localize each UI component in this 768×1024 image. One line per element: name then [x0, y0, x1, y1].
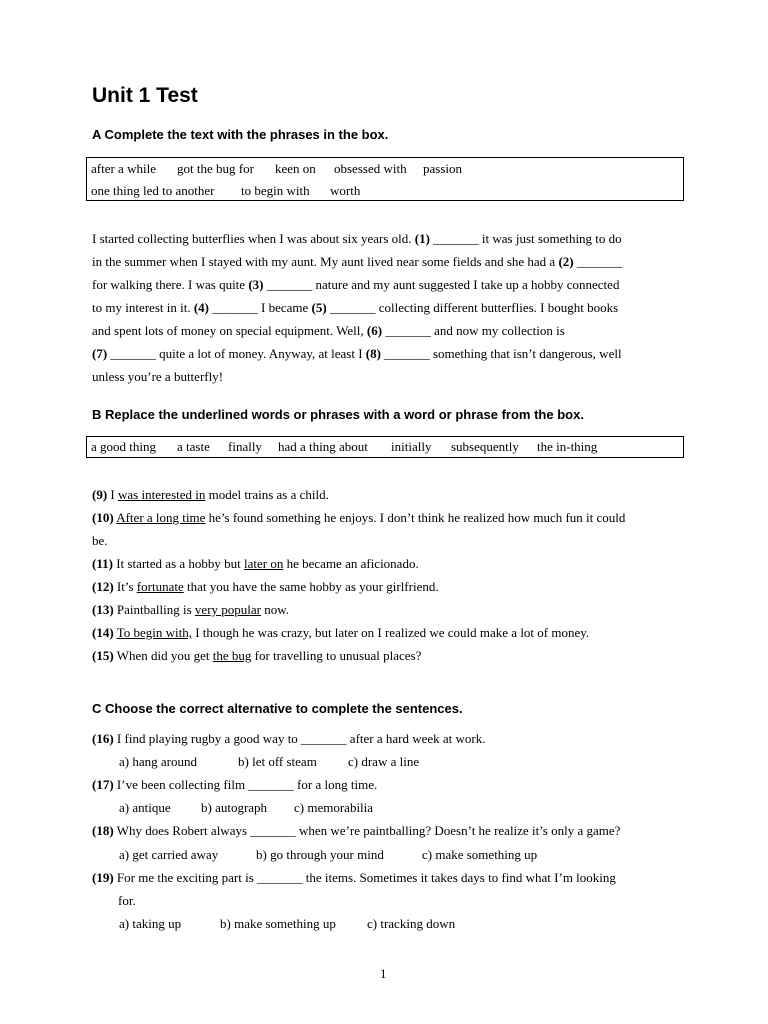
answer-option: c) make something up [422, 847, 538, 862]
question-line: (9) I was interested in model trains as a child. [92, 487, 329, 502]
passage-line: (7) _______ quite a lot of money. Anyway, at least I (8) _______ something that isn’t dangerous, well [92, 346, 622, 361]
passage-line: for walking there. I was quite (3) _______ nature and my aunt suggested I take up a hobby connected [92, 277, 620, 292]
answer-option: a) taking up [119, 916, 182, 931]
question-line: (16) I find playing rugby a good way to _______ after a hard week at work. [92, 731, 486, 746]
page-title: Unit 1 Test [92, 84, 198, 107]
answer-option: b) make something up [220, 916, 336, 931]
answer-option: b) go through your mind [256, 847, 384, 862]
phrase-box-item: got the bug for [177, 161, 254, 176]
phrase-box-item: after a while [91, 161, 156, 176]
question-line: (12) It’s fortunate that you have the same hobby as your girlfriend. [92, 579, 439, 594]
section-b-heading: B Replace the underlined words or phrases with a word or phrase from the box. [92, 407, 584, 422]
question-line: (15) When did you get the bug for travelling to unusual places? [92, 648, 422, 663]
answer-option: c) tracking down [367, 916, 456, 931]
answer-option: c) draw a line [348, 754, 420, 769]
phrase-box-item: keen on [275, 161, 316, 176]
question-line: (10) After a long time he’s found something he enjoys. I don’t think he realized how much fun it could [92, 510, 626, 525]
phrase-box-item: had a thing about [278, 439, 368, 454]
answer-option: c) memorabilia [294, 800, 374, 815]
passage-line: to my interest in it. (4) _______ I became (5) _______ collecting different butterflies. I bought books [92, 300, 619, 315]
question-line: (19) For me the exciting part is _______ the items. Sometimes it takes days to find what I’m looking [92, 870, 616, 885]
answer-option: a) antique [119, 800, 171, 815]
passage-line: in the summer when I stayed with my aunt. My aunt lived near some fields and she had a (2) _______ [92, 254, 623, 269]
question-line: (14) To begin with, I though he was crazy, but later on I realized we could make a lot of money. [92, 625, 590, 640]
answer-option: a) get carried away [119, 847, 219, 862]
phrase-box-item: finally [228, 439, 262, 454]
phrase-box-item: obsessed with [334, 161, 407, 176]
section-c-heading: C Choose the correct alternative to complete the sentences. [92, 701, 463, 716]
question-line: (11) It started as a hobby but later on he became an aficionado. [92, 556, 419, 571]
phrase-box-item: to begin with [241, 183, 310, 198]
question-line: (13) Paintballing is very popular now. [92, 602, 290, 617]
phrase-box-item: initially [391, 439, 432, 454]
section-b-phrase-box [86, 436, 684, 458]
question-line: be. [92, 533, 108, 548]
question-line: (18) Why does Robert always _______ when we’re paintballing? Doesn’t he realize it’s only a game? [92, 823, 621, 838]
section-a-phrase-box [86, 157, 684, 201]
section-a-heading: A Complete the text with the phrases in the box. [92, 127, 389, 142]
answer-option: a) hang around [119, 754, 197, 769]
phrase-box-item: a taste [177, 439, 210, 454]
phrase-box-item: a good thing [91, 439, 156, 454]
phrase-box-item: worth [330, 183, 361, 198]
question-line: (17) I’ve been collecting film _______ for a long time. [92, 777, 378, 792]
phrase-box-item: passion [423, 161, 462, 176]
question-line: for. [118, 893, 136, 908]
answer-option: b) let off steam [238, 754, 317, 769]
passage-line: and spent lots of money on special equipment. Well, (6) _______ and now my collection is [92, 323, 565, 338]
passage-line: I started collecting butterflies when I was about six years old. (1) _______ it was just something to do [92, 231, 622, 246]
phrase-box-item: one thing led to another [91, 183, 215, 198]
phrase-box-item: subsequently [451, 439, 519, 454]
phrase-box-item: the in-thing [537, 439, 598, 454]
passage-line: unless you’re a butterfly! [92, 369, 224, 384]
answer-option: b) autograph [201, 800, 268, 815]
page-number: 1 [380, 966, 387, 981]
